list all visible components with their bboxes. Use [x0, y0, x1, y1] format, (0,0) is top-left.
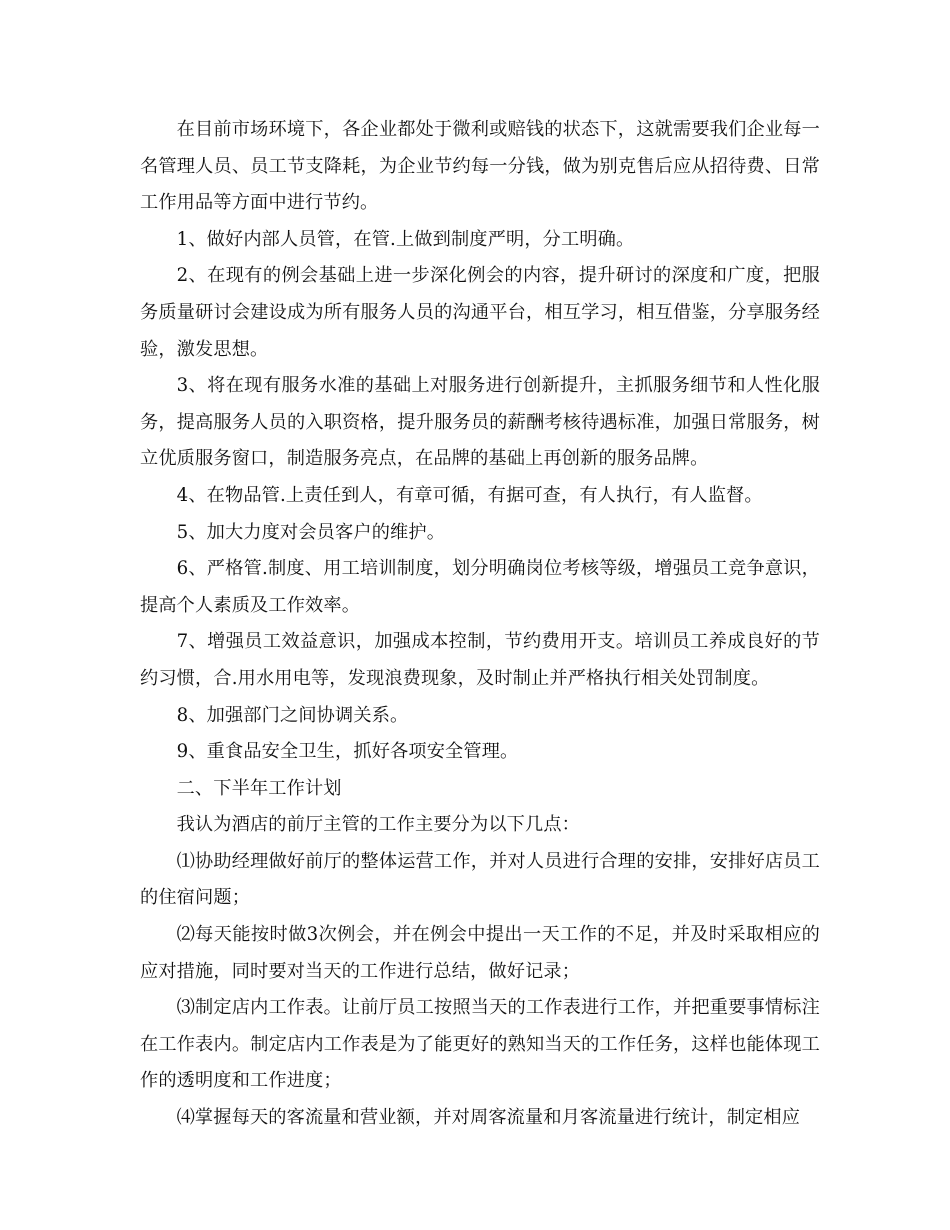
document-body [140, 112, 820, 1137]
section-heading: 二、下半年工作计划 [176, 777, 342, 799]
section-intro-paragraph: 我认为酒店的前厅主管的工作主要分为以下几点： [176, 814, 581, 836]
item-3-paragraph: 3、将在现有服务水准的基础上对服务进行创新提升，主抓服务细节和人性化服务，提高服务人员的入职资格，提升服务员的薪酬考核待遇标准，加强日常服务，树立优质服务窗口，制造服务亮点，在品牌的基础上再创新的服务品牌。 [140, 375, 820, 470]
item-4-paragraph: 4、在物品管.上责任到人，有章可循，有据可查，有人执行，有人监督。 [176, 484, 763, 506]
item-6-paragraph: 6、严格管.制度、用工培训制度，划分明确岗位考核等级，增强员工竞争意识，提高个人素质及工作效率。 [140, 558, 820, 616]
item-2-paragraph: 2、在现有的例会基础上进一步深化例会的内容，提升研讨的深度和广度，把服务质量研讨会建设成为所有服务人员的沟通平台，相互学习，相互借鉴，分享服务经验，激发思想。 [140, 265, 820, 360]
item-9-paragraph: 9、重食品安全卫生，抓好各项安全管理。 [176, 741, 519, 763]
plan-item-2-paragraph: ⑵每天能按时做3次例会，并在例会中提出一天工作的不足，并及时采取相应的应对措施，同时要对当天的工作进行总结，做好记录； [140, 924, 820, 982]
item-1-paragraph: 1、做好内部人员管，在管.上做到制度严明，分工明确。 [176, 228, 635, 250]
plan-item-3-paragraph: ⑶制定店内工作表。让前厅员工按照当天的工作表进行工作，并把重要事情标注在工作表内。制定店内工作表是为了能更好的熟知当天的工作任务，这样也能体现工作的透明度和工作进度； [140, 997, 820, 1092]
intro-paragraph: 在目前市场环境下，各企业都处于微利或赔钱的状态下，这就需要我们企业每一名管理人员、员工节支降耗，为企业节约每一分钱，做为别克售后应从招待费、日常工作用品等方面中进行节约。 [140, 119, 820, 214]
item-7-paragraph: 7、增强员工效益意识，加强成本控制，节约费用开支。培训员工养成良好的节约习惯，合.用水用电等，发现浪费现象，及时制止并严格执行相关处罚制度。 [140, 631, 820, 689]
item-5-paragraph: 5、加大力度对会员客户的维护。 [176, 521, 446, 543]
plan-item-1-paragraph: ⑴协助经理做好前厅的整体运营工作，并对人员进行合理的安排，安排好店员工的住宿问题； [140, 850, 820, 909]
item-8-paragraph: 8、加强部门之间协调关系。 [176, 704, 409, 726]
plan-item-4-paragraph: ⑷掌握每天的客流量和营业额，并对周客流量和月客流量进行统计，制定相应 [176, 1107, 801, 1129]
